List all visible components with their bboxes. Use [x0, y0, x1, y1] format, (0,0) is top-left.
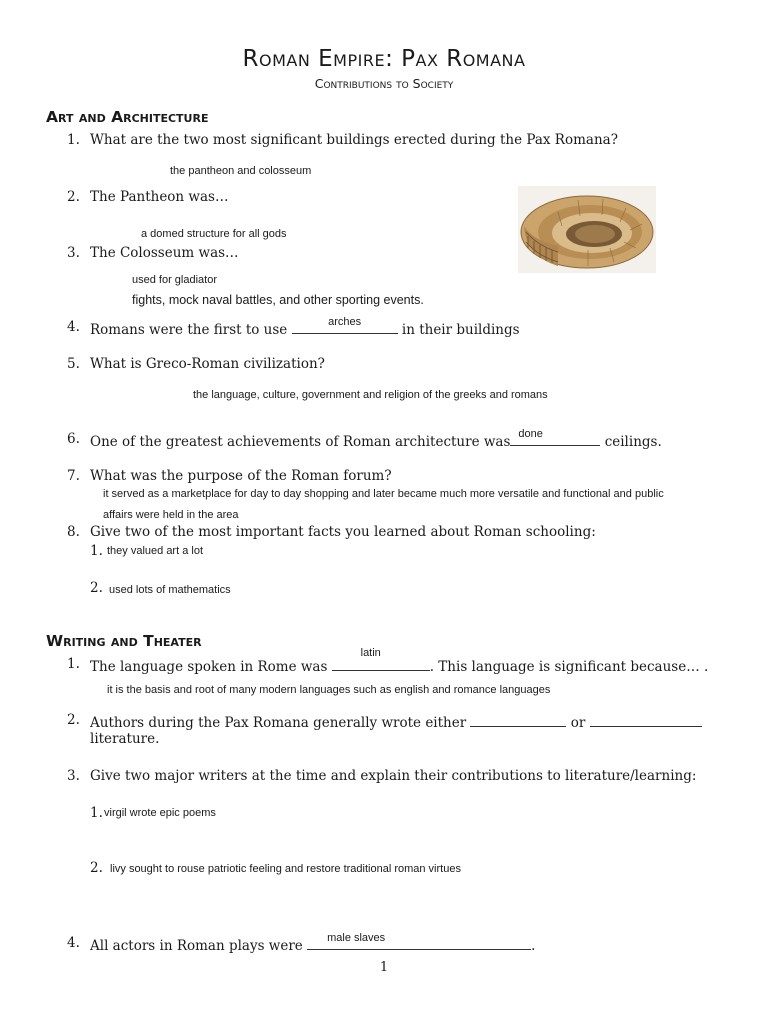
answer-text[interactable]: used lots of mathematics	[109, 584, 231, 596]
answer-text[interactable]: the language, culture, government and religion of the greeks and romans	[193, 389, 548, 401]
question-text: Romans were the first to use	[90, 322, 288, 338]
sub-answer-number: 1.	[90, 543, 103, 559]
question-text: What was the purpose of the Roman forum?	[90, 468, 392, 484]
section-heading-art-architecture: Art and Architecture	[46, 108, 209, 126]
question-text: What is Greco-Roman civilization?	[90, 356, 325, 372]
answer-text[interactable]: done	[518, 428, 543, 440]
question-text: The Colosseum was…	[90, 245, 239, 261]
question-text: One of the greatest achievements of Roman architecture was	[90, 434, 511, 450]
question-text: Give two major writers at the time and explain their contributions to literature/learning:	[90, 768, 697, 784]
question-text: in their buildings	[401, 322, 520, 338]
question-fill-blank	[90, 428, 662, 450]
question-fill-blank	[90, 712, 702, 731]
sub-answer-number: 1.	[90, 805, 103, 821]
answer-blank[interactable]	[307, 932, 531, 950]
question-number: 2.	[67, 189, 80, 205]
question-text: ceilings.	[604, 434, 662, 450]
question-number: 7.	[67, 468, 80, 484]
answer-text[interactable]: a domed structure for all gods	[141, 228, 287, 240]
question-text: All actors in Roman plays were	[90, 938, 303, 954]
answer-text[interactable]: male slaves	[327, 932, 386, 944]
sub-answer-number: 2.	[90, 860, 103, 876]
question-text: Authors during the Pax Romana generally wrote either	[90, 715, 467, 731]
question-number: 2.	[67, 712, 80, 728]
answer-blank[interactable]	[292, 316, 398, 334]
question-text: Give two of the most important facts you learned about Roman schooling:	[90, 524, 596, 540]
answer-text[interactable]: arches	[328, 316, 362, 328]
question-text: The language spoken in Rome was	[90, 659, 328, 675]
answer-text[interactable]: they valued art a lot	[107, 545, 204, 557]
answer-blank[interactable]	[510, 428, 600, 446]
answer-text[interactable]: latin	[360, 647, 381, 659]
question-number: 6.	[67, 431, 80, 447]
question-text: . This language is significant because… .	[429, 659, 709, 675]
question-number: 1.	[67, 132, 80, 148]
answer-text[interactable]: affairs were held in the area	[103, 509, 239, 521]
question-text: .	[531, 938, 536, 954]
question-number: 4.	[67, 935, 80, 951]
answer-text[interactable]: the pantheon and colosseum	[170, 165, 312, 177]
colosseum-illustration-icon	[518, 186, 656, 273]
answer-text[interactable]: used for gladiator	[132, 274, 217, 286]
question-fill-blank	[90, 647, 709, 675]
question-text: literature.	[90, 731, 160, 747]
answer-blank[interactable]	[332, 647, 430, 671]
question-number: 8.	[67, 524, 80, 540]
answer-text[interactable]: livy sought to rouse patriotic feeling and restore traditional roman virtues	[110, 863, 461, 875]
question-number: 3.	[67, 245, 80, 261]
colosseum-image	[518, 186, 656, 273]
question-fill-blank	[90, 316, 520, 338]
question-number: 5.	[67, 356, 80, 372]
page-subtitle: Contributions to Society	[314, 76, 454, 91]
page-title: Roman Empire: Pax Romana	[242, 46, 526, 72]
section-heading-writing-theater: Writing and Theater	[46, 632, 202, 650]
question-number: 1.	[67, 656, 80, 672]
question-text: What are the two most significant buildings erected during the Pax Romana?	[90, 132, 618, 148]
question-number: 4.	[67, 319, 80, 335]
question-text: The Pantheon was…	[90, 189, 229, 205]
question-text: or	[570, 715, 586, 731]
answer-text[interactable]: it is the basis and root of many modern languages such as english and romance languages	[107, 684, 551, 696]
page-number: 1	[379, 960, 389, 975]
answer-blank[interactable]	[470, 712, 566, 727]
answer-text[interactable]: fights, mock naval battles, and other sporting events.	[132, 293, 424, 307]
question-fill-blank	[90, 932, 536, 954]
answer-text[interactable]: virgil wrote epic poems	[104, 807, 216, 819]
answer-text[interactable]: it served as a marketplace for day to day shopping and later became much more versatile and functional and public	[103, 488, 664, 500]
answer-blank[interactable]	[590, 712, 702, 727]
sub-answer-number: 2.	[90, 580, 103, 596]
question-number: 3.	[67, 768, 80, 784]
